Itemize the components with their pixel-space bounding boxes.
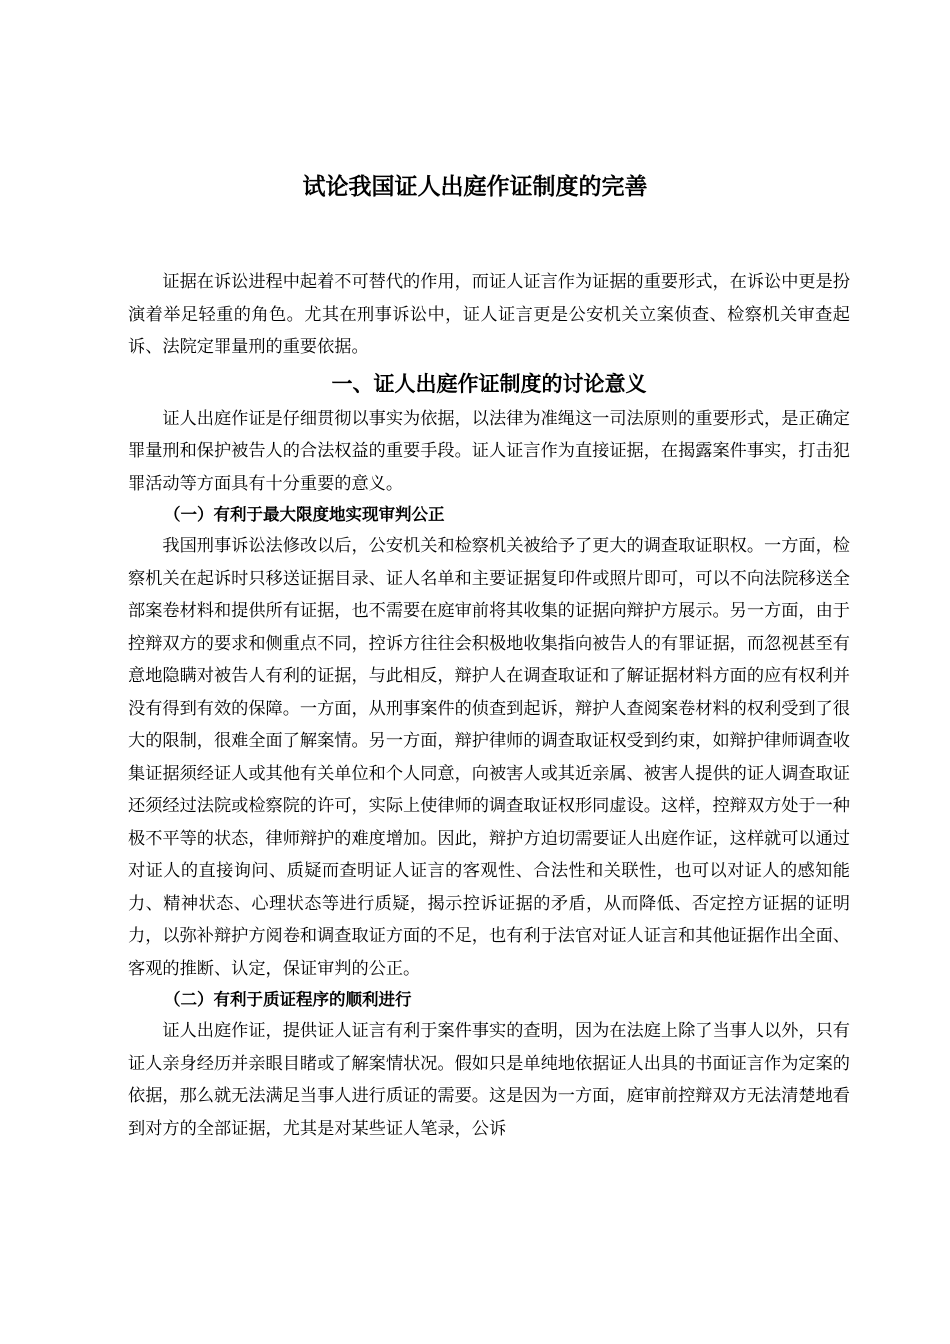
subsection-paragraph-1: 我国刑事诉讼法修改以后，公安机关和检察机关被给予了更大的调查取证职权。一方面，检察机关在起诉时只移送证据目录、证人名单和主要证据复印件或照片即可，可以不向法院移送全部案卷材料和提供所有证据，也不需要在庭审前将其收集的证据向辩护方展示。另一方面，由于控辩双方的要求和侧重点不同，控诉方往往会积极地收集指向被告人的有罪证据，而忽视甚至有意地隐瞒对被告人有利的证据，与此相反，辩护人在调查取证和了解证据材料方面的应有权利并没有得到有效的保障。一方面，从刑事案件的侦查到起诉，辩护人查阅案卷材料的权利受到了很大的限制，很难全面了解案情。另一方面，辩护律师的调查取证权受到约束，如辩护律师调查收集证据须经证人或其他有关单位和个人同意，向被害人或其近亲属、被害人提供的证人调查取证还须经过法院或检察院的许可，实际上使律师的调查取证权形同虚设。这样，控辩双方处于一种极不平等的状态，律师辩护的难度增加。因此，辩护方迫切需要证人出庭作证，这样就可以通过对证人的直接询问、质疑而查明证人证言的客观性、合法性和关联性，也可以对证人的感知能力、精神状态、心理状态等进行质疑，揭示控诉证据的矛盾，从而降低、否定控方证据的证明力，以弥补辩护方阅卷和调查取证方面的不足，也有利于法官对证人证言和其他证据作出全面、客观的推断、认定，保证审判的公正。 xyxy=(128,536,850,979)
section-heading: 一、证人出庭作证制度的讨论意义 xyxy=(331,371,647,396)
subsection-paragraph-2: 证人出庭作证，提供证人证言有利于案件事实的查明，因为在法庭上除了当事人以外，只有证人亲身经历并亲眼目睹或了解案情状况。假如只是单纯地依据证人出具的书面证言作为定案的依据，那么就无法满足当事人进行质证的需要。这是因为一方面，庭审前控辩双方无法清楚地看到对方的全部证据，尤其是对某些证人笔录，公诉 xyxy=(128,1021,850,1139)
subsection-heading-2: （二）有利于质证程序的顺利进行 xyxy=(164,990,412,1009)
document-body xyxy=(128,266,850,1145)
subsection-heading-1: （一）有利于最大限度地实现审判公正 xyxy=(164,505,445,524)
section-paragraph: 证人出庭作证是仔细贯彻以事实为依据，以法律为准绳这一司法原则的重要形式，是正确定罪量刑和保护被告人的合法权益的重要手段。证人证言作为直接证据，在揭露案件事实，打击犯罪活动等方面具有十分重要的意义。 xyxy=(128,408,850,494)
intro-paragraph: 证据在诉讼进程中起着不可替代的作用，而证人证言作为证据的重要形式，在诉讼中更是扮演着举足轻重的角色。尤其在刑事诉讼中，证人证言更是公安机关立案侦查、检察机关审查起诉、法院定罪量刑的重要依据。 xyxy=(128,272,850,357)
document-title: 试论我国证人出庭作证制度的完善 xyxy=(302,174,648,200)
